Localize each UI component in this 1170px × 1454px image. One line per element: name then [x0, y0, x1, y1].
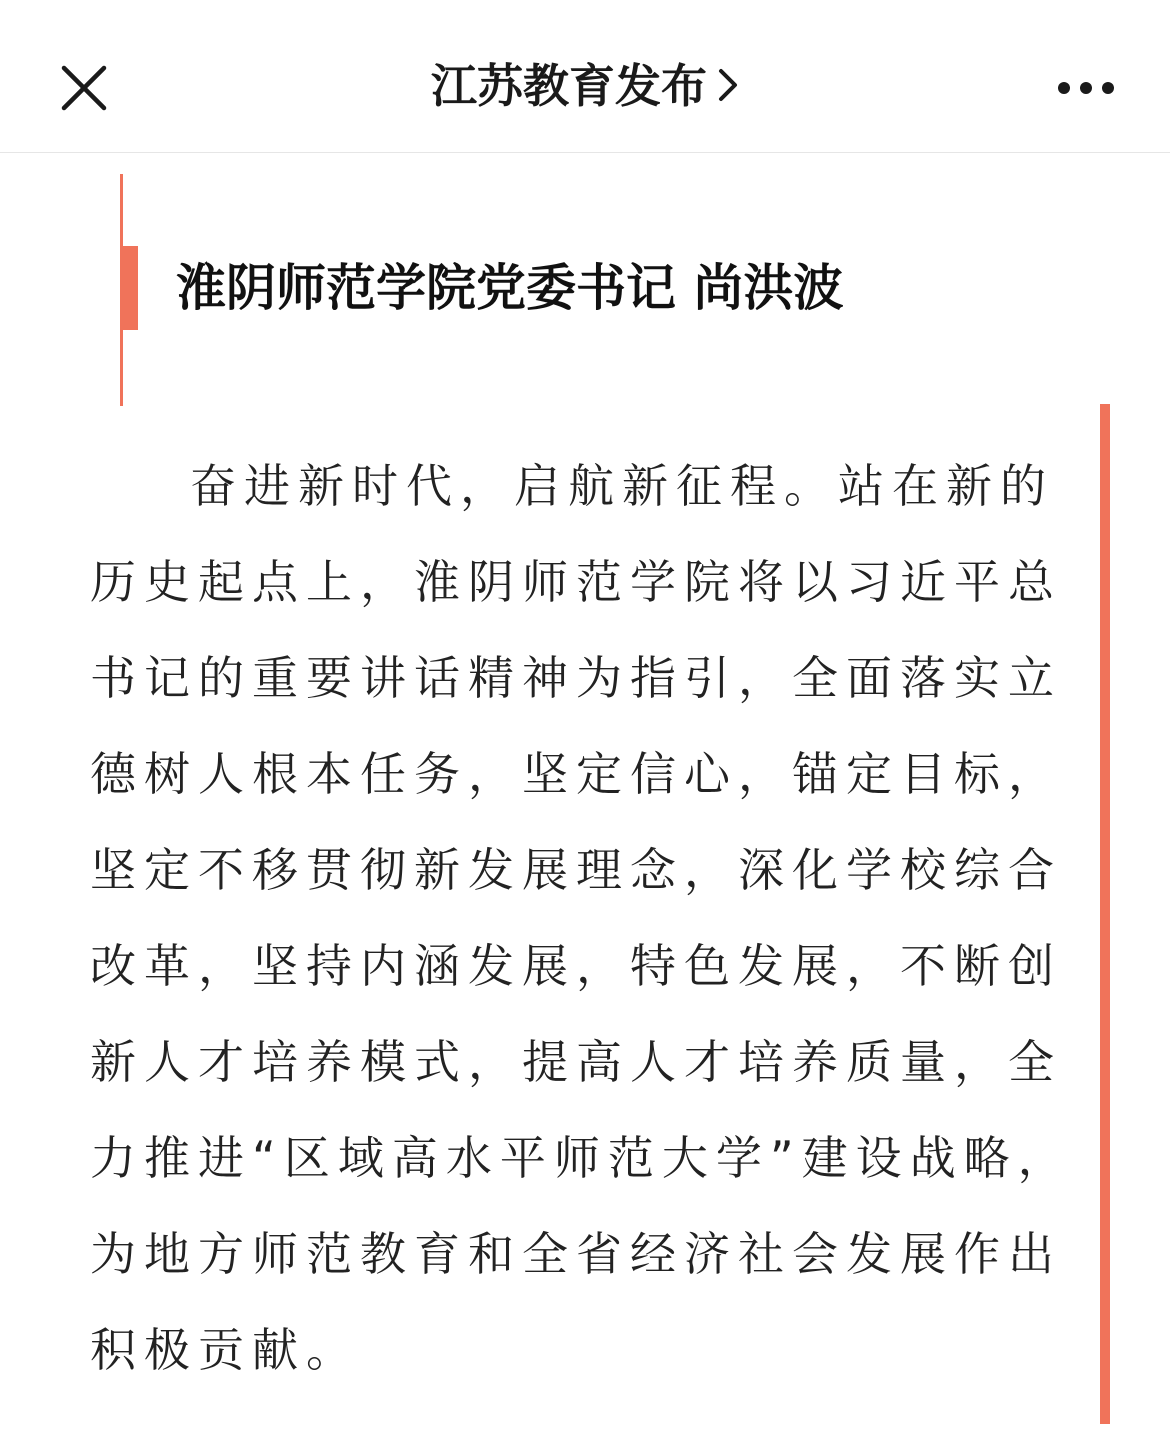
- more-button[interactable]: [1056, 70, 1116, 106]
- more-horizontal-icon: [1056, 70, 1116, 106]
- chevron-right-icon: [717, 57, 739, 117]
- top-navigation-bar: [0, 0, 1170, 153]
- heading-accent-bar: [120, 246, 138, 330]
- account-name-link[interactable]: [0, 56, 1170, 116]
- account-name: 江苏教育发布: [431, 59, 707, 113]
- article-heading-block: [118, 174, 1098, 406]
- article-paragraph: 奋进新时代，启航新征程。站在新的历史起点上，淮阴师范学院将以习近平总书记的重要讲话精神为指引，全面落实立德树人根本任务，坚定信心，锚定目标，坚定不移贯彻新发展理念，深化学校综合改革，坚持内涵发展，特色发展，不断创新人才培养模式，提高人才培养质量，全力推进“区域高水平师范大学”建设战略，为地方师范教育和全省经济社会发展作出积极贡献。: [90, 459, 1072, 1377]
- article-heading: 淮阴师范学院党委书记 尚洪波: [176, 259, 844, 317]
- paragraph-accent-rule: [1100, 404, 1110, 1424]
